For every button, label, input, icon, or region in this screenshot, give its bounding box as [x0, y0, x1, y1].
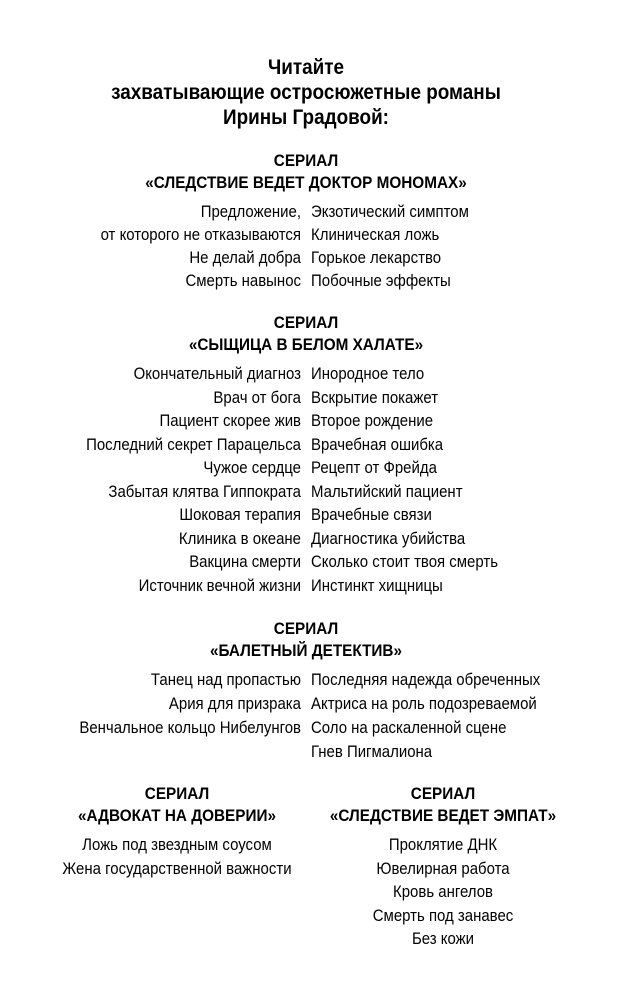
book-title-line: Врачебная ошибка — [311, 434, 444, 454]
book-title-line: Клиника в океане — [178, 528, 301, 548]
book-title-line: Венчальное кольцо Нибелунгов — [79, 718, 301, 737]
series-label: СЕРИАЛ — [273, 313, 339, 332]
book-title-line: Врач от бога — [213, 387, 301, 407]
book-title-line: Побочные эффекты — [311, 271, 451, 290]
book-title-line: Источник вечной жизни — [138, 575, 301, 595]
title-line: захватывающие остросюжетные романы — [111, 81, 501, 104]
series-section-advokat — [47, 783, 307, 880]
book-title-line: Без кожи — [411, 929, 475, 948]
series-title: «СЫЩИЦА В БЕЛОМ ХАЛАТЕ» — [188, 335, 424, 354]
book-title-line: Экзотический симптом — [311, 202, 469, 221]
book-list-left-column — [0, 362, 306, 597]
series-section-baletny-detektiv — [0, 618, 612, 764]
book-title-line: Предложение, — [200, 202, 301, 221]
book-title-line: Жена государственной важности — [62, 858, 292, 878]
book-title-line: Проклятие ДНК — [388, 835, 498, 854]
book-title-line: Актриса на роль подозреваемой — [311, 694, 537, 713]
series-header — [0, 618, 612, 662]
book-title-line: Инородное тело — [311, 364, 425, 383]
book-list-left-column — [0, 200, 306, 292]
book-title-line: Окончательный диагноз — [133, 364, 301, 383]
series-title: «СЛЕДСТВИЕ ВЕДЕТ ДОКТОР МОНОМАХ» — [145, 173, 467, 192]
series-section-syshchitsa — [0, 312, 612, 597]
book-title-line: Ария для призрака — [168, 694, 301, 713]
book-list — [0, 200, 612, 292]
book-title-line: Кровь ангелов — [393, 882, 493, 901]
book-title-line: Чужое сердце — [203, 458, 301, 477]
series-title: «СЛЕДСТВИЕ ВЕДЕТ ЭМПАТ» — [329, 806, 557, 825]
series-label: СЕРИАЛ — [144, 784, 210, 803]
book-title-line: Пациент скорее жив — [159, 411, 301, 430]
book-title-line: Инстинкт хищницы — [311, 575, 443, 595]
series-section-empat — [317, 783, 568, 951]
book-title-line: Клиническая ложь — [311, 225, 440, 244]
book-title-line: Забытая клятва Гиппократа — [108, 481, 301, 501]
book-title-line: Вакцина смерти — [189, 552, 301, 571]
book-title-line: Ювелирная работа — [376, 858, 510, 878]
book-title-line: Шоковая терапия — [179, 505, 301, 524]
book-title-line: Соло на раскаленной сцене — [311, 718, 507, 737]
book-list — [47, 833, 307, 880]
series-header — [47, 783, 307, 827]
series-title: «АДВОКАТ НА ДОВЕРИИ» — [78, 806, 276, 825]
series-label: СЕРИАЛ — [410, 784, 476, 803]
book-title-line: Мальтийский пациент — [311, 481, 463, 501]
book-title-line: Врачебные связи — [311, 505, 432, 524]
book-title-line: Ложь под звездным соусом — [82, 835, 272, 854]
book-title-line: от которого не отказываются — [100, 225, 301, 244]
title-line: Читайте — [267, 56, 345, 79]
series-header — [317, 783, 568, 827]
book-list-right-column — [306, 200, 612, 292]
book-list — [0, 668, 612, 764]
book-title-line: Смерть под занавес — [372, 905, 514, 925]
page-title — [0, 55, 612, 130]
book-list — [317, 833, 568, 951]
content-column — [0, 55, 612, 958]
book-title-line: Танец над пропастью — [150, 670, 301, 689]
book-title-line: Сколько стоит твоя смерть — [311, 552, 498, 571]
series-label: СЕРИАЛ — [273, 151, 339, 170]
series-header — [0, 150, 612, 194]
bottom-series-row — [0, 783, 612, 958]
book-title-line: Второе рождение — [311, 411, 434, 430]
book-title-line: Вскрытие покажет — [311, 387, 439, 407]
series-section-monomakh — [0, 150, 612, 292]
title-line: Ирины Градовой: — [223, 106, 389, 129]
book-title-line: Диагностика убийства — [311, 528, 466, 548]
book-list-right-column — [306, 668, 612, 764]
series-header — [0, 312, 612, 356]
book-title-line: Смерть навынос — [185, 271, 301, 290]
series-label: СЕРИАЛ — [273, 619, 339, 638]
book-title-line: Не делай добра — [189, 248, 301, 267]
book-title-line: Последний секрет Парацельса — [86, 434, 301, 454]
book-title-line: Рецепт от Фрейда — [311, 458, 437, 477]
book-list-right-column — [306, 362, 612, 597]
book-title-line: Последняя надежда обреченных — [311, 670, 541, 689]
book-list — [0, 362, 612, 597]
book-title-line: Гнев Пигмалиона — [311, 742, 433, 761]
book-list-left-column — [0, 668, 306, 764]
book-title-line: Горькое лекарство — [311, 248, 442, 267]
series-title: «БАЛЕТНЫЙ ДЕТЕКТИВ» — [209, 641, 403, 660]
